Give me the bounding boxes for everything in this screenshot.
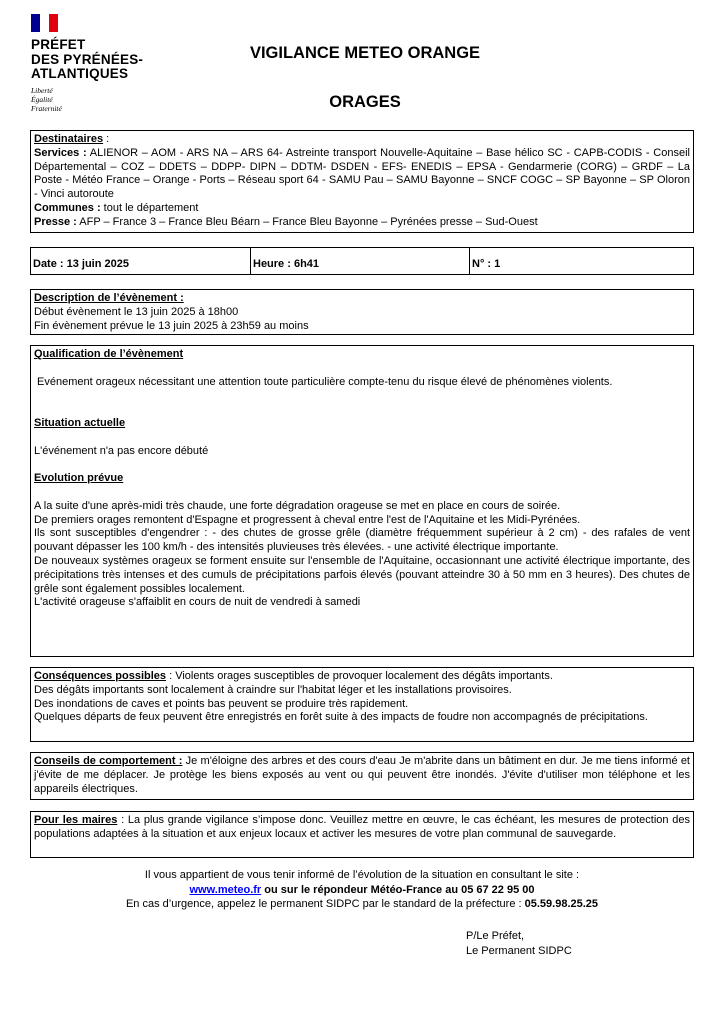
motto-line: Fraternité [31,104,62,113]
prefet-logo-text [31,38,143,82]
motto [31,86,62,113]
date-cell: Date : 13 juin 2025 [31,248,251,274]
qualification-text: Evénement orageux nécessitant une attention toute particulière compte-tenu du risque élevé de phénomènes violents. [37,375,613,388]
communes-text: tout le département [100,201,199,214]
maires-text: : La plus grande vigilance s’impose donc. Veuillez mettre en œuvre, le cas échéant, les mesures de protection des populations adaptées à la situation et aux enjeux locaux et activer les mesures de votre plan communal de sauvegarde. [34,814,690,840]
consequences-label: Conséquences possibles [34,670,167,682]
flag-blue-band [31,14,40,32]
consequences-line: Des inondations de caves et points bas peuvent se produire très rapidement. [34,697,409,710]
situation-label: Situation actuelle [34,416,126,429]
destinataires-colon: : [103,133,110,145]
presse-paragraph [34,216,690,230]
motto-line: Égalité [31,95,53,104]
presse-text: AFP – France 3 – France Bleu Béarn – France Bleu Bayonne – Pyrénées presse – Sud-Ouest [76,215,538,228]
flag-red-band [49,14,58,32]
prefet-line: ATLANTIQUES [31,66,129,81]
footer-line1: Il vous appartient de vous tenir informé de l’évolution de la situation en consultant le site : [144,869,580,881]
conseils-text: Je m'éloigne des arbres et des cours d'eau Je m'abrite dans un bâtiment en dur. Je me tiens informé et j'évite de me déplacer. Je protège les biens exposés au vent ou qui peuvent être inondés. J'évite d'utiliser mon téléphone et les appareils électriques. [34,755,690,795]
destinataires-heading [34,133,690,147]
document-title: VIGILANCE METEO ORANGE [249,44,481,62]
signature-line1: P/Le Préfet, [466,930,525,942]
signature-block [466,929,572,959]
description-box [30,289,694,335]
prefet-line: PRÉFET [31,37,86,52]
footer-line3 [30,897,694,912]
heure-cell: Heure : 6h41 [251,248,470,274]
evolution-line: Ils sont susceptibles d'engendrer : - des chutes de grosse grêle (diamètre fréquemment supérieur à 2 cm) - des rafales de vent pouvant dépasser les 100 km/h - des intensités pluvieuses très élevées. - une activité électrique importante. [34,527,690,554]
communes-paragraph [34,202,690,216]
numero-cell: N° : 1 [472,258,501,270]
prefet-line: DES PYRÉNÉES- [31,51,144,67]
destinataires-box [30,130,694,233]
footer-line2 [30,883,694,898]
meteo-link[interactable]: www.meteo.fr [189,883,262,896]
motto-line: Liberté [31,86,53,95]
republique-flag-icon [31,14,58,32]
prefecture-phone: 05.59.98.25.25 [524,898,599,910]
situation-text: L'événement n'a pas encore débuté [34,444,209,457]
maires-box [30,811,694,858]
conseils-box [30,752,694,800]
evolution-line: L'activité orageuse s'affaiblit en cours de nuit de vendredi à samedi [34,596,361,609]
footer-line3-text: En cas d’urgence, appelez le permanent SIDPC par le standard de la préfecture : [125,898,525,910]
qualification-box [30,345,694,657]
signature-line2: Le Permanent SIDPC [466,945,572,957]
description-label: Description de l’évènement : [34,292,184,304]
consequences-first [34,670,690,684]
destinataires-label: Destinataires [34,133,104,145]
consequences-box [30,667,694,742]
evolution-line: De premiers orages remontent d'Espagne et progressent à cheval entre l'est de l'Aquitaine et les Midi-Pyrénées. [34,513,581,526]
maires-label: Pour les maires [34,814,118,826]
consequences-line: Des dégâts importants sont localement à craindre sur l'habitat léger et les installations provisoires. [34,683,512,696]
evolution-label: Evolution prévue [34,472,124,485]
presse-label: Presse : [34,215,77,228]
footer-info [30,868,694,912]
flag-white-band [40,14,49,32]
description-fin: Fin évènement prévue le 13 juin 2025 à 23h59 au moins [34,319,309,332]
consequences-first-text: : Violents orages susceptibles de provoquer localement des dégâts importants. [166,670,553,682]
evolution-line: De nouveaux systèmes orageux se forment ensuite sur l'ensemble de l'Aquitaine, occasionnant une activité électrique importante, des précipitations très intenses et des cumuls de précipitations parfois élevés (pouvant atteindre 30 à 50 mm en 3 heures). Des chutes de grêle sont également possibles localement. [34,554,690,595]
qualification-label: Qualification de l’évènement [34,348,184,360]
document-subtitle: ORAGES [329,93,401,111]
consequences-line: Quelques départs de feux peuvent être enregistrés en forêt suite à des impacts de foudre non accompagnés de précipitations. [34,711,648,724]
services-paragraph [34,147,690,202]
communes-label: Communes : [34,201,101,214]
date-row [30,247,694,275]
conseils-label: Conseils de comportement : [34,755,183,767]
evolution-line: A la suite d'une après-midi très chaude, une forte dégradation orageuse se met en place en cours de soirée. [34,499,561,512]
footer-line2-rest: ou sur le répondeur Météo-France au 05 67 22 95 00 [261,883,535,896]
services-label: Services : [34,146,87,159]
description-debut: Début évènement le 13 juin 2025 à 18h00 [34,305,239,318]
services-text: ALIENOR – AOM - ARS NA – ARS 64- Astreinte transport Nouvelle-Aquitaine – Base hélico SC - CAPB-CODIS - Conseil Départemental – COZ – DDETS – DDPP- DIPN – DDTM- DSDEN - EFS- ENEDIS – EPSA - Gendarmerie (CORG) – GRDF – La Poste - Météo France – Orange - Ports – Réseau sport 64 - SAMU Pau – SAMU Bayonne – SNCF COGC – SP Bayonne – SP Oloron - Vinci autoroute [34,146,690,201]
